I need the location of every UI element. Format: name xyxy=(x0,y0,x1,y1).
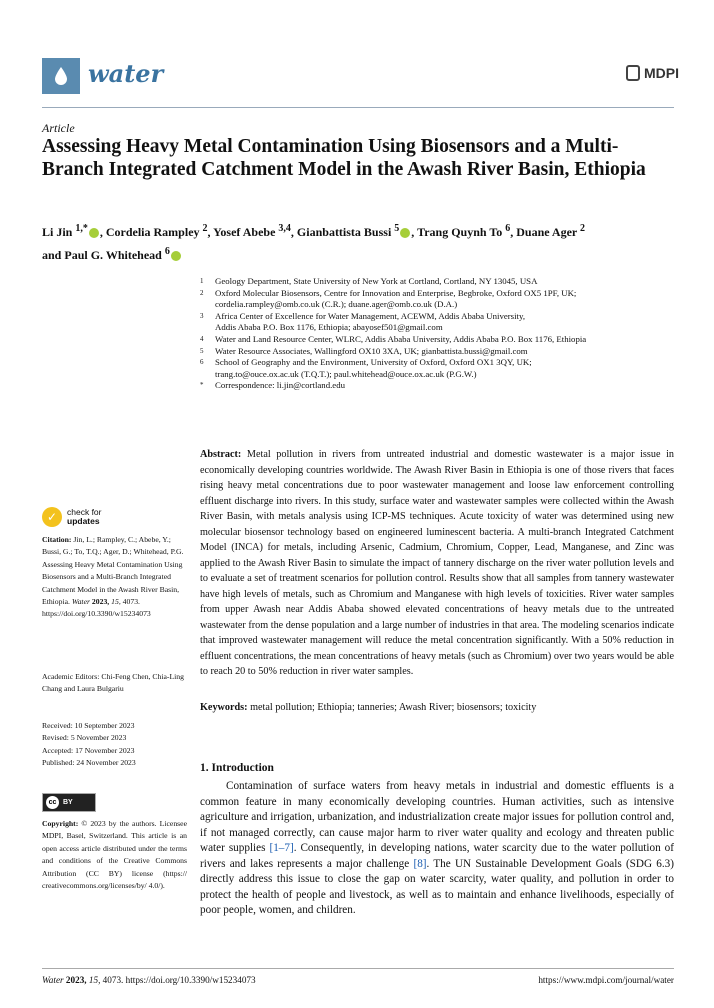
intro-text: . The UN Sustainable Development Goals (SDG 6.3) directly address this issue to close the gap on water scarcity, water quality, and pollution in order to protect the health of people and livestock, as well as to maintain and enhance livelihoods, especially of poor people, women, and children. xyxy=(200,857,674,916)
affiliation-text: Africa Center of Excellence for Water Management, ACEWM, Addis Ababa University, xyxy=(215,310,526,321)
author-name[interactable]: Li Jin xyxy=(42,225,73,239)
affiliation-text: Water Resource Associates, Wallingford OX10 3XA, UK; gianbattista.bussi@gmail.com xyxy=(215,345,528,356)
footer-volume: 15, xyxy=(88,975,101,985)
check-updates-label xyxy=(67,508,102,526)
author-affil-sup: 6 xyxy=(505,223,511,234)
article-type: Article xyxy=(42,121,75,135)
abstract xyxy=(200,447,674,680)
abstract-text: Metal pollution in rivers from untreated industrial and domestic wastewater is a major issue in economically developing countries worldwide. The Awash River Basin in Ethiopia is one of those rivers that faces rising heavy metal concentrations due to poor wastewater management and loose law enforcement controlling effluent discharge into rivers. In this study, surface water and wastewater samples were collected within the Awash River Basin, with metals analysis using ICP-MS techniques. Acute toxicity of water was determined using new molecular biosensor technology based on engineered luminescent bacteria. A multi-branch Integrated Catchment Model (INCA) for metals, including Arsenic, Cadmium, Chromium, Copper, Lead, Manganese, and Zinc was applied to the Awash River Basin to simulate the impact of tannery discharge on the river water pollution levels and to evaluate a set of treatment scenarios for pollution control. Results show that all samples from tannery wastewater have high levels of metals, such as Chromium and Manganese with high levels of toxicities. River water samples from upper Awash near Addis Ababa showed elevated concentrations of heavy metals due to the untreated wastewater from the dense population and a large number of industries in that area. The modeling scenarios indicate that improved wastewater management will reduce the metal concentration significantly. With a 50% reduction in effluent concentrations, the mean concentrations of heavy metals (such as Chromium) over two years would be able to reach 20 to 50% reduction in river water samples. xyxy=(200,449,674,677)
author-affil-sup: 2 xyxy=(202,223,208,234)
citation-doi[interactable]: 4073. https://doi.org/10.3390/w15234073 xyxy=(42,597,151,619)
affiliation-number xyxy=(200,322,215,334)
affiliation-text: Addis Ababa P.O. Box 1176, Ethiopia; abayosef501@gmail.com xyxy=(215,322,443,333)
copyright-label: Copyright: xyxy=(42,819,79,828)
affiliation-number: 6 xyxy=(200,358,204,367)
keywords-text: metal pollution; Ethiopia; tanneries; Awash River; biosensors; toxicity xyxy=(250,702,537,713)
water-drop-icon xyxy=(54,66,68,86)
publisher-logo[interactable] xyxy=(626,65,679,81)
affiliation-text: School of Geography and the Environment, University of Oxford, Oxford OX1 3QY, UK; xyxy=(215,357,532,368)
publication-dates xyxy=(42,720,187,770)
affiliation-row xyxy=(200,322,680,334)
affiliation-row xyxy=(200,346,680,358)
affiliation-row xyxy=(200,288,680,300)
affiliation-number: * xyxy=(200,381,204,390)
mdpi-hexagon-icon xyxy=(626,65,640,81)
copyright xyxy=(42,818,187,892)
affiliation-number: 3 xyxy=(200,311,204,320)
affiliation-number: 5 xyxy=(200,346,204,355)
date-published: Published: 24 November 2023 xyxy=(42,758,136,768)
footer-divider xyxy=(42,968,674,969)
affiliation-text: Water and Land Resource Center, WLRC, Addis Ababa University, Addis Ababa P.O. Box 1176, Ethiopia xyxy=(215,333,587,344)
affiliation-row xyxy=(200,299,680,311)
check-updates-icon: ✓ xyxy=(42,507,62,527)
keywords xyxy=(200,702,674,713)
citation-label: Citation: xyxy=(42,535,72,544)
date-accepted: Accepted: 17 November 2023 xyxy=(42,745,135,755)
date-revised: Revised: 5 November 2023 xyxy=(42,733,127,743)
citation-journal: Water xyxy=(71,597,90,607)
check-for-updates-button[interactable] xyxy=(42,507,102,527)
affiliation-row xyxy=(200,311,680,323)
footer-doi[interactable]: 4073. https://doi.org/10.3390/w15234073 xyxy=(102,975,256,985)
check-updates-line: check for xyxy=(67,507,102,517)
author-name[interactable]: Cordelia Rampley xyxy=(105,225,200,239)
author-name[interactable]: Gianbattista Bussi xyxy=(296,225,392,239)
affiliation-text: Geology Department, State University of New York at Cortland, Cortland, NY 13045, USA xyxy=(215,276,538,286)
publisher-name: MDPI xyxy=(644,65,679,81)
affiliation-email[interactable]: cordelia.rampley@omb.co.uk (C.R.); duane.ager@omb.co.uk (D.A.) xyxy=(215,299,458,310)
cc-icon: cc xyxy=(46,796,59,809)
affiliation-number: 4 xyxy=(200,334,204,343)
affiliation-number: 1 xyxy=(200,277,204,285)
author-name[interactable]: Duane Ager xyxy=(516,225,578,239)
reference-link[interactable]: [1–7] xyxy=(269,842,294,854)
intro-text: Contamination of surface waters from heavy metals in industrial and domestic effluents is a common feature in many economically developing countries. Human activities, such as intensive agriculture and irrigation, urbanization, and industrialization create major issues for pollution control and, if not managed correctly, can cause major harm to river water quality and ecology and threaten public water supplies xyxy=(200,780,674,854)
academic-editors: Academic Editors: Chi-Feng Chen, Chia-Ling Chang and Laura Bulgariu xyxy=(42,672,184,694)
affiliation-row xyxy=(200,276,680,288)
date-received: Received: 10 September 2023 xyxy=(42,721,135,730)
section-heading: 1. Introduction xyxy=(200,762,274,774)
intro-text: . Consequently, in developing nations, water scarcity due to the water pollution of rivers and lakes represents a major challenge xyxy=(200,842,675,870)
correspondence[interactable]: Correspondence: li.jin@cortland.edu xyxy=(215,380,345,391)
affiliation-email[interactable]: trang.to@ouce.ox.ac.uk (T.Q.T.); paul.whitehead@ouce.ox.ac.uk (P.G.W.) xyxy=(215,368,477,379)
orcid-icon[interactable] xyxy=(89,228,99,238)
author-affil-sup: 3,4 xyxy=(278,223,291,234)
abstract-label: Abstract: xyxy=(200,449,242,460)
author-name[interactable]: Paul G. Whitehead xyxy=(64,248,162,262)
footer-url[interactable]: https://www.mdpi.com/journal/water xyxy=(538,975,674,985)
header-divider xyxy=(42,107,674,108)
by-icon: BY xyxy=(63,799,73,806)
citation-year: 2023, xyxy=(91,597,110,607)
author-name[interactable]: Yosef Abebe xyxy=(213,225,276,239)
footer-citation xyxy=(42,975,256,985)
affiliation-number xyxy=(200,369,215,381)
author-conjunction: and xyxy=(42,248,62,262)
affiliation-number xyxy=(200,299,215,311)
affiliation-row xyxy=(200,357,680,369)
orcid-icon[interactable] xyxy=(400,228,410,238)
author-affil-sup: 5 xyxy=(394,223,400,234)
author-affil-sup: 2 xyxy=(580,223,586,234)
affiliation-number: 2 xyxy=(200,288,204,297)
affiliation-row xyxy=(200,369,680,381)
cc-by-license-badge[interactable] xyxy=(42,793,96,812)
affiliation-text: Oxford Molecular Biosensors, Centre for Innovation and Enterprise, Begbroke, Oxford OX5 1PF, UK; xyxy=(215,287,577,298)
author-name[interactable]: Trang Quynh To xyxy=(417,225,503,239)
copyright-text: © 2023 by the authors. Licensee MDPI, Basel, Switzerland. This article is an open access article distributed under the terms and conditions of the Creative Commons Attribution (CC BY) license (https:// creativecommons.org/licenses/by/ 4.0/). xyxy=(42,819,187,891)
citation xyxy=(42,534,187,621)
check-updates-line: updates xyxy=(67,516,100,526)
author-list: Li Jin $^{1,*}$ , Cordelia Rampley $^2$, Yosef Abebe $^{3,4}$, Gianbattista Bussi $^5$ , Trang Quynh To $^6$, Duane Ager $^2$ and Paul G. Whitehead $^6$ xyxy=(42,223,586,262)
footer-year: 2023, xyxy=(65,975,87,985)
author-affil-sup: 1,* xyxy=(75,223,88,234)
affiliations xyxy=(200,276,680,392)
journal-name[interactable]: water xyxy=(88,59,164,88)
journal-logo[interactable] xyxy=(42,58,80,94)
affiliation-row xyxy=(200,334,680,346)
affiliation-row xyxy=(200,380,680,392)
intro-paragraph xyxy=(200,779,674,919)
reference-link[interactable]: [8] xyxy=(413,857,427,870)
author-affil-sup: 6 xyxy=(164,246,170,257)
orcid-icon[interactable] xyxy=(171,251,181,261)
citation-text: Jin, L.; Rampley, C.; Abebe, Y.; Bussi, G.; To, T.Q.; Ager, D.; Whitehead, P.G. Assessing Heavy Metal Contamination Using Biosensors and a Multi-Branch Integrated Catchment Model in the Awash River Basin, Ethiopia. xyxy=(42,535,184,607)
paper-title: Assessing Heavy Metal Contamination Using Biosensors and a Multi-Branch Integrated Catchment Model in the Awash River Basin, Ethiopia xyxy=(42,136,646,180)
footer-journal: Water xyxy=(42,975,64,985)
citation-volume: 15, xyxy=(111,597,121,607)
keywords-label: Keywords: xyxy=(200,702,248,713)
